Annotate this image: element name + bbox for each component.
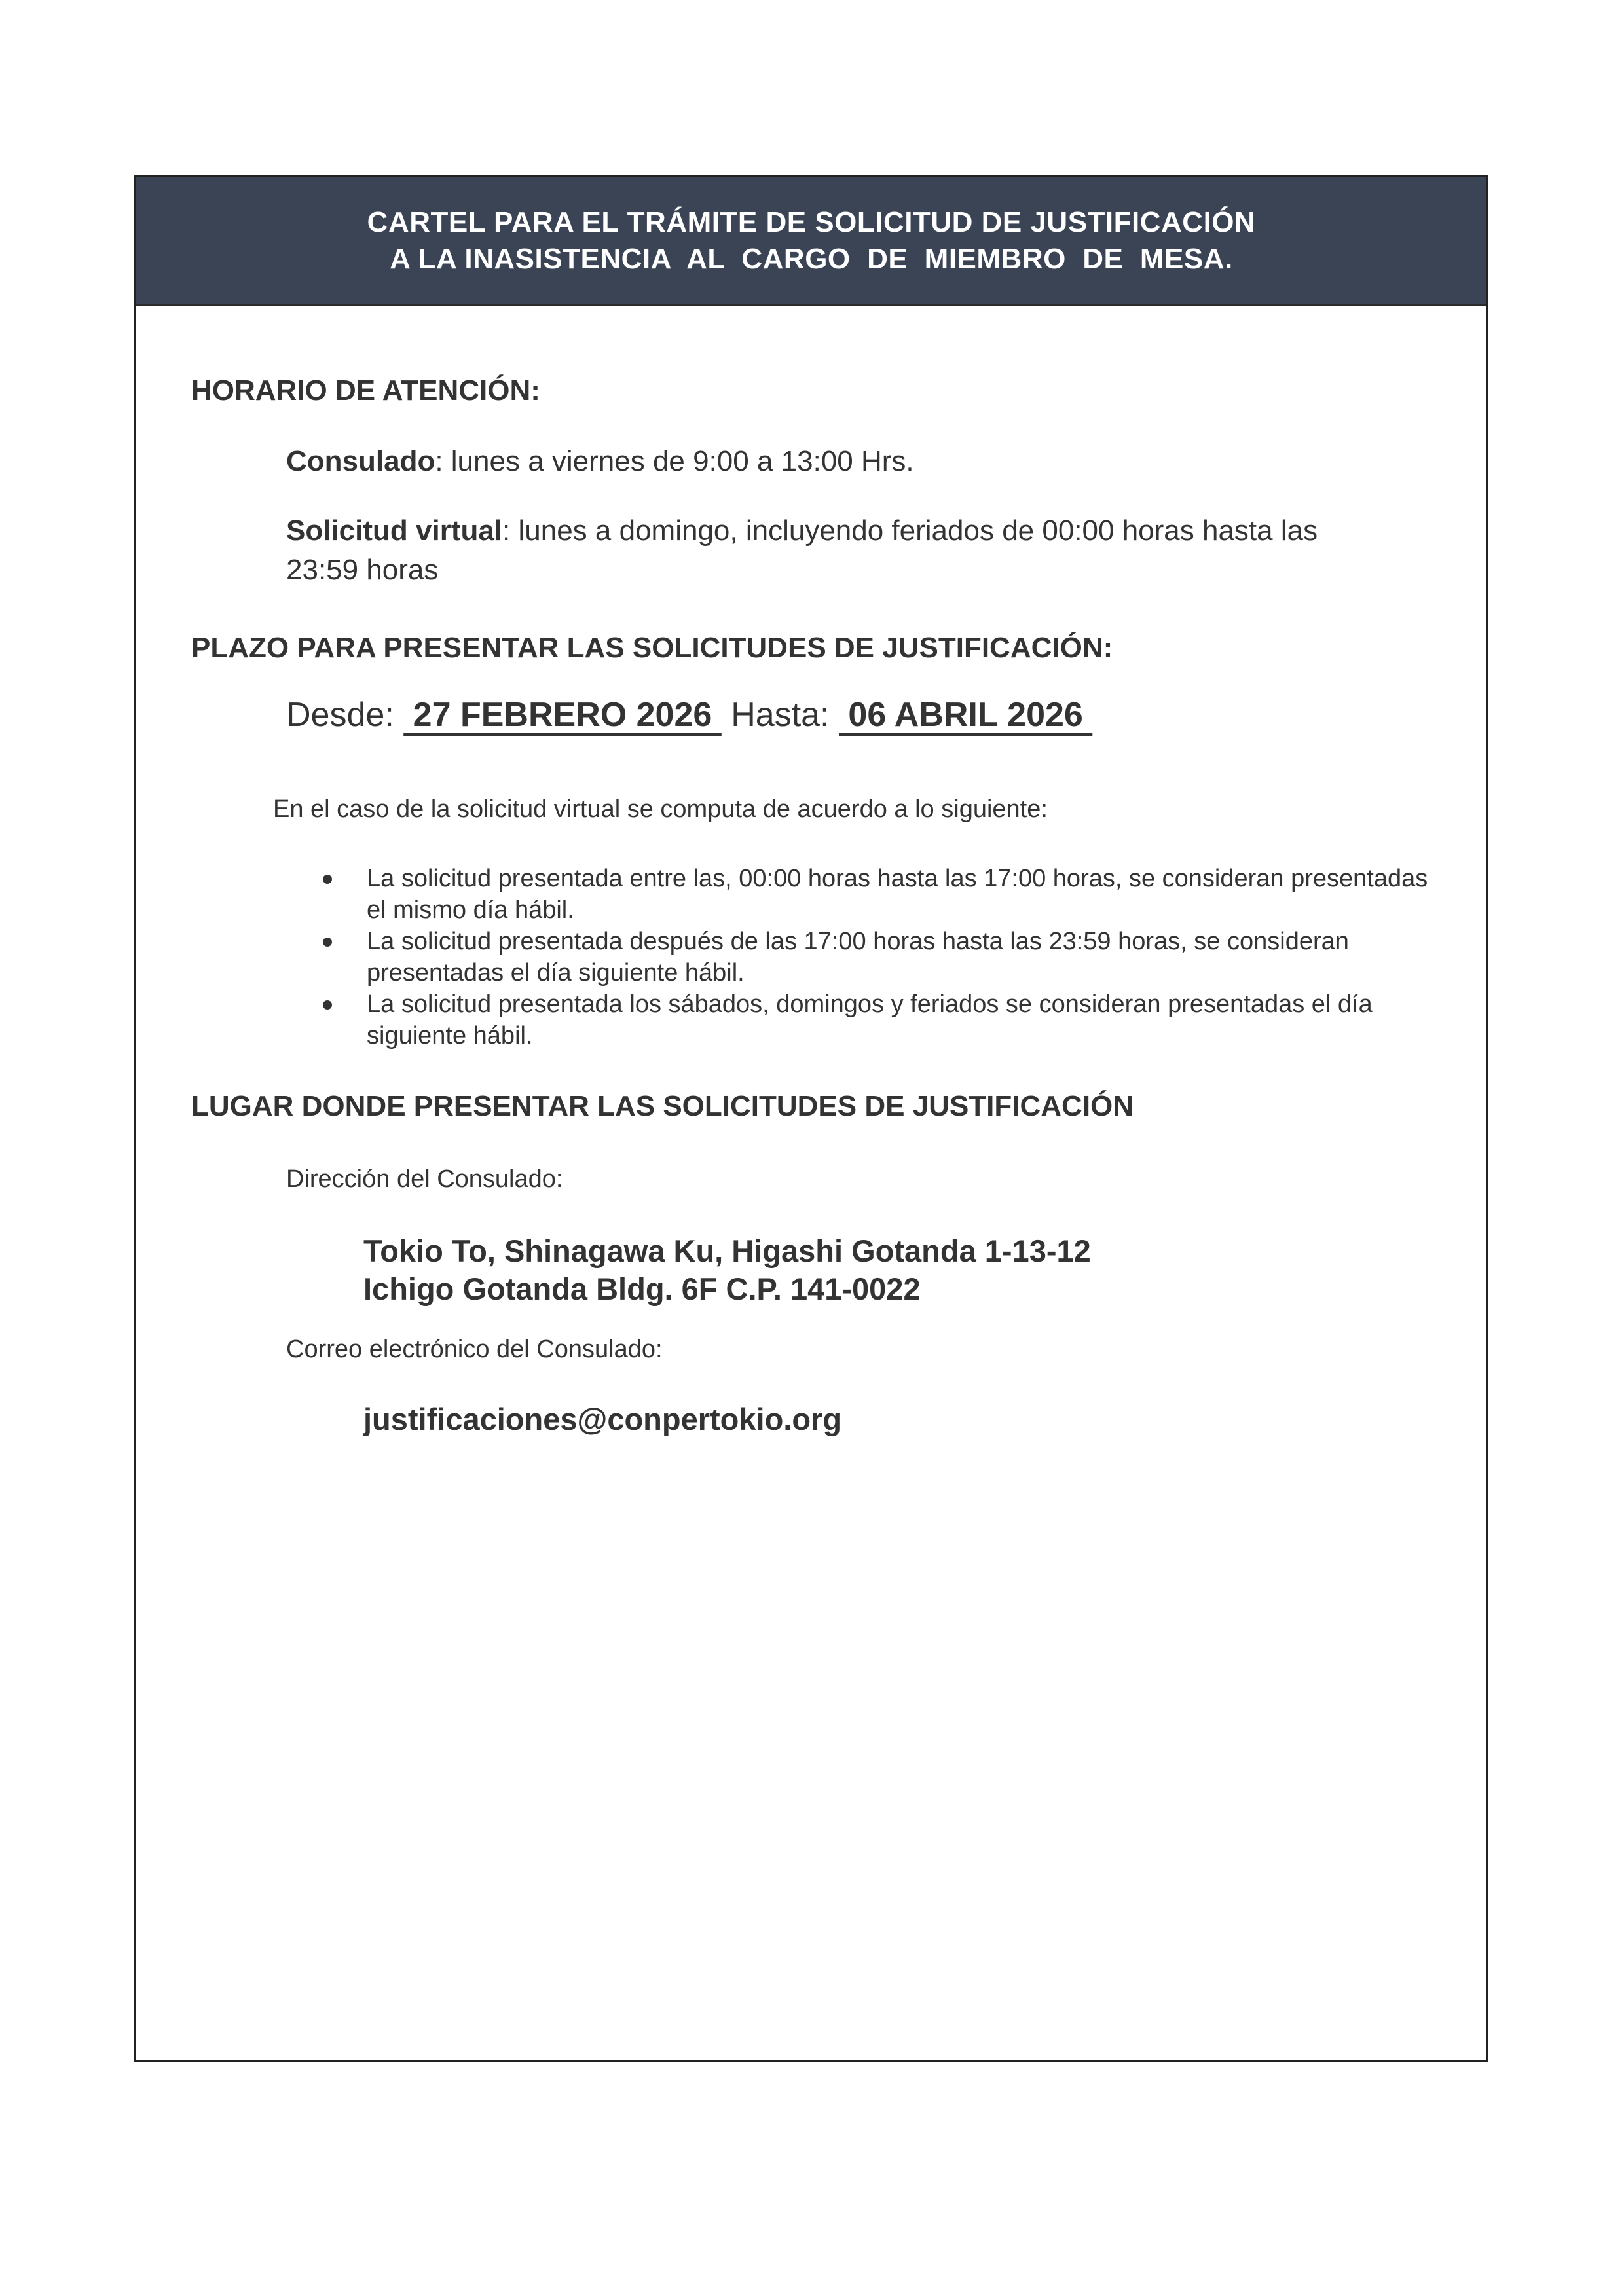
desde-label: Desde: (286, 696, 394, 734)
title-banner (136, 177, 1486, 306)
consulate-address (363, 1232, 1091, 1308)
bullet-icon (323, 875, 332, 884)
rule-item (367, 863, 1454, 926)
consulate-email[interactable]: justificaciones@conpertokio.org (363, 1402, 842, 1436)
email-label: Correo electrónico del Consulado: (286, 1336, 663, 1363)
virtual-hours-line-2: 23:59 horas (286, 554, 439, 586)
rule-text: La solicitud presentada después de las 17:00 horas hasta las 23:59 horas, se consideran presentadas el día siguiente hábil. (367, 928, 1349, 987)
rule-item (367, 926, 1454, 989)
address-label: Dirección del Consulado: (286, 1165, 563, 1193)
title-line-1: CARTEL PARA EL TRÁMITE DE SOLICITUD DE JUSTIFICACIÓN (367, 206, 1256, 238)
virtual-rules-list (367, 863, 1454, 1051)
rule-item (367, 989, 1454, 1051)
horario-heading: HORARIO DE ATENCIÓN: (191, 374, 540, 407)
lugar-heading: LUGAR DONDE PRESENTAR LAS SOLICITUDES DE JUSTIFICACIÓN (191, 1090, 1134, 1122)
consulado-label: Consulado (286, 445, 435, 477)
consulado-hours (286, 445, 914, 478)
date-range (286, 695, 1092, 735)
title-line-2: A LA INASISTENCIA AL CARGO DE MIEMBRO DE MESA. (390, 242, 1233, 275)
hasta-date: 06 ABRIL 2026 (838, 696, 1093, 734)
virtual-label: Solicitud virtual (286, 515, 503, 547)
virtual-hours-text: : lunes a domingo, incluyendo feriados de 00:00 horas hasta las (502, 515, 1318, 547)
plazo-heading: PLAZO PARA PRESENTAR LAS SOLICITUDES DE JUSTIFICACIÓN: (191, 632, 1113, 664)
desde-date: 27 FEBRERO 2026 (403, 696, 722, 734)
consulado-hours-text: : lunes a viernes de 9:00 a 13:00 Hrs. (435, 445, 914, 477)
rule-text: La solicitud presentada los sábados, domingos y feriados se consideran presentadas el día siguiente hábil. (367, 991, 1373, 1049)
address-line-1: Tokio To, Shinagawa Ku, Higashi Gotanda 1-13-12 (363, 1233, 1091, 1268)
rule-text: La solicitud presentada entre las, 00:00 horas hasta las 17:00 horas, se consideran presentadas el mismo día hábil. (367, 865, 1428, 924)
hasta-label: Hasta: (731, 696, 830, 734)
address-line-2: Ichigo Gotanda Bldg. 6F C.P. 141-0022 (363, 1271, 921, 1306)
bullet-icon (323, 1000, 332, 1010)
virtual-hours-line-1 (286, 515, 1318, 547)
virtual-rules-intro: En el caso de la solicitud virtual se computa de acuerdo a lo siguiente: (273, 795, 1048, 823)
bullet-icon (323, 938, 332, 947)
